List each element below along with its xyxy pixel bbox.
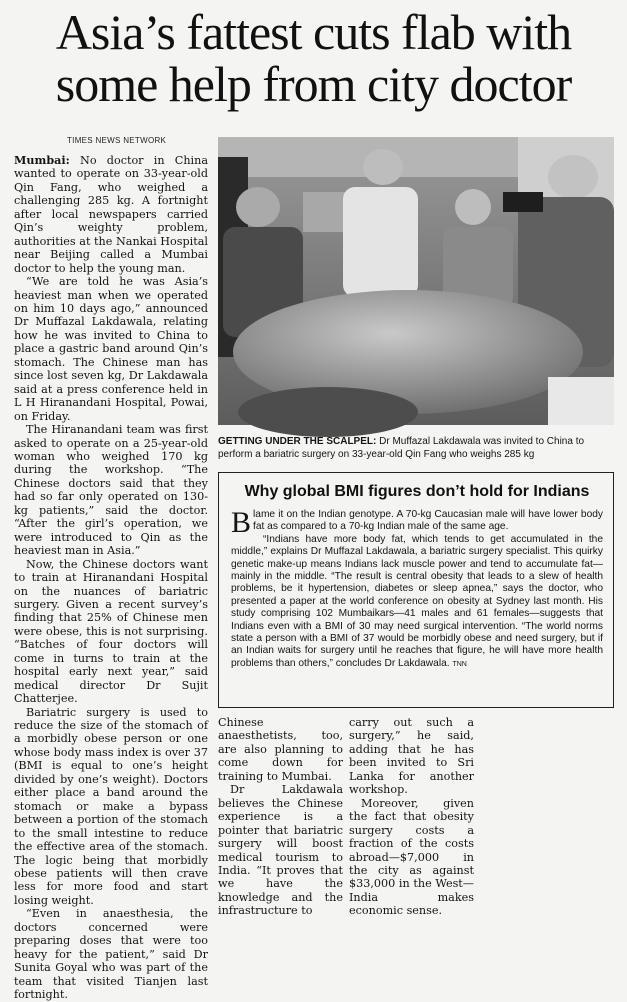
paragraph-3: The Hiranandani team was first asked to operate on a 25-year-old woman who weighed 170 kg during the workshop. “The Chinese doctors said that they had so far only operated on 130-kg patients,” said the doctor. “After the girl’s operation, we were introduced to Qin as the heaviest man in Asia.”: [14, 423, 208, 558]
paragraph-6: “Even in anaesthesia, the doctors concerned were preparing doses that were too heavy for the patient,” said Dr Sunita Goyal who was part of the team that visited Tianjen last fortnight.: [14, 907, 208, 1002]
column2-paragraph-2: Dr Lakdawala believes the Chinese experience is a pointer that bariatric surgery will boost medical tourism to India. “It proves that we have the knowledge and the infrastructure to: [218, 783, 343, 918]
column2-paragraph-1: Chinese anaesthetists, too, are also planning to come down for training to Mumbai.: [218, 716, 343, 783]
article-column-3: [349, 716, 474, 918]
photo-caption: [218, 436, 616, 461]
sidebar-credit: TNN: [452, 660, 467, 668]
sidebar-title: Why global BMI figures don’t hold for Indians: [244, 483, 590, 500]
sidebar-paragraph-2: [231, 534, 603, 671]
column3-paragraph-1: carry out such a surgery,” he said, adding that he has been invited to Sri Lanka for another workshop.: [349, 716, 474, 797]
sidebar-box: [218, 472, 614, 708]
sidebar-paragraph-1: [231, 506, 603, 539]
paragraph-1-text: No doctor in China wanted to operate on 33-year-old Qin Fang, who weighed a challenging 285 kg. A fortnight after local newspapers carried Qin’s weighty problem, authorities at the Nankai Hospital near Beijing called a Mumbai doctor to help the young man.: [14, 154, 208, 275]
drop-cap: B: [231, 506, 252, 539]
caption-label: GETTING UNDER THE SCALPEL:: [218, 436, 377, 447]
surgery-photo-illustration: [218, 137, 614, 425]
paragraph-1: [14, 154, 208, 275]
paragraph-5: Bariatric surgery is used to reduce the size of the stomach of a morbidly obese person or one whose body mass index is over 37 (BMI is equal to one’s height divided by one’s weight). Doctors either place a band around the stomach or make a bypass between a portion of the stomach to the small intestine to reduce the effective area of the stomach. The logic being that morbidly obese patients will then crave less for more food and start losing weight.: [14, 705, 208, 907]
sidebar-paragraph-2-text: “Indians have more body fat, which tends to get accumulated in the middle,” explains Dr Muffazal Lakdawala, a bariatric surgery specialist. This quirky genetic make-up means Indians lack muscle power and tend to accumulate fat—mainly in the middle. “The result is central obesity that leads to a slew of health problems, be it hypertension, diabetes or sleep apnea,” says the doctor, who presented a paper at the world conference on obesity at Sydney last month. His study comprising 102 Mumbaikars—41 males and 61 females—suggests that Indians even with a BMI of 30 may need surgical intervention. “The world norms state a person with a BMI of 37 would be morbidly obese and need surgery, but if an Indian waits for surgery until he reaches that figure, he will have more health problems than others,” concludes Dr Lakdawala.: [231, 533, 603, 669]
sidebar-body: [231, 506, 603, 671]
headline: [6, 6, 621, 110]
article-column-2: [218, 716, 343, 918]
byline: TIMES NEWS NETWORK: [67, 136, 167, 145]
paragraph-2: “We are told he was Asia’s heaviest man when we operated on him 10 days ago,” announced Dr Muffazal Lakdawala, relating how he was invited to China to place a gastric band around Qin’s stomach. The Chinese man has since lost seven kg, Dr Lakdawala said at a press conference held in L H Hiranandani Hospital, Powai, on Friday.: [14, 275, 208, 423]
article-column-1: [14, 153, 208, 1002]
headline-line-2: some help from city doctor: [55, 56, 572, 112]
headline-line-1: Asia’s fattest cuts flab with: [55, 4, 572, 60]
caption-text: Dr Muffazal Lakdawala was invited to China to perform a bariatric surgery on 33-year-old Qin Fang who weighs 285 kg: [218, 436, 585, 460]
column3-paragraph-2: Moreover, given the fact that obesity surgery costs a fraction of the costs abroad—$7,000 in the city as against $33,000 in the West—India makes economic sense.: [349, 796, 474, 918]
sidebar-paragraph-1-text: lame it on the Indian genotype. A 70-kg Caucasian male will have lower body fat as compared to a 70-kg Indian male of the same age.: [253, 509, 603, 533]
paragraph-4: Now, the Chinese doctors want to train at Hiranandani Hospital on the nuances of bariatric surgery. Given a recent survey’s finding that 25% of Chinese men were obese, this is not surprising. “Batches of four doctors will come in turns to train at the hospital early next year,” said medical director Dr Sujit Chatterjee.: [14, 557, 208, 706]
surgery-photo: [218, 137, 614, 425]
dateline: Mumbai:: [14, 153, 70, 167]
